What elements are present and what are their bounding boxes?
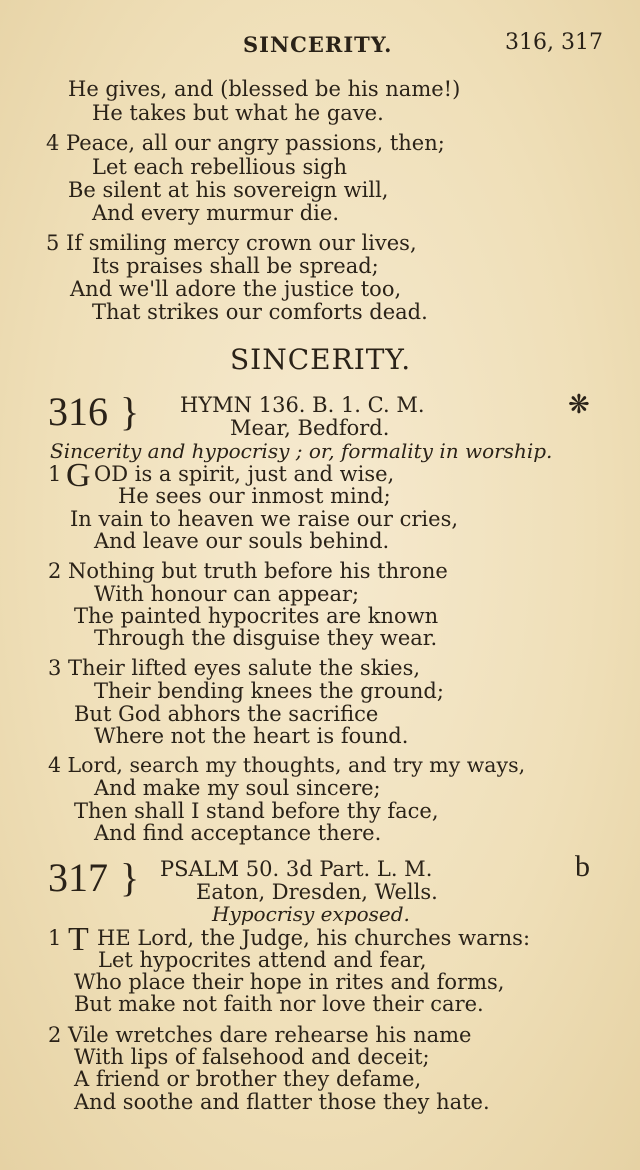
verse-line: And make my soul sincere;	[94, 776, 381, 800]
verse-number: 1	[48, 462, 62, 486]
hymn-heading: PSALM 50. 3d Part. L. M.	[160, 857, 433, 881]
section-heading: SINCERITY.	[230, 343, 412, 376]
verse-line: Let each rebellious sigh	[92, 155, 347, 179]
verse-line: And we'll adore the justice too,	[70, 277, 402, 301]
hymn-subject: Sincerity and hypocrisy ; or, formality in worship.	[50, 439, 553, 463]
verse-line: Let hypocrites attend and fear,	[98, 948, 427, 972]
running-title: SINCERITY.	[243, 32, 393, 57]
running-header	[0, 28, 640, 58]
ornament-icon: ❋	[568, 390, 590, 420]
verse-line: 5 If smiling mercy crown our lives,	[46, 231, 417, 255]
verse-line: Their bending knees the ground;	[94, 679, 444, 703]
tune-names: Eaton, Dresden, Wells.	[196, 880, 438, 904]
drop-cap: G	[66, 457, 91, 494]
verse-line: Who place their hope in rites and forms,	[74, 970, 505, 994]
verse-line: Then shall I stand before thy face,	[74, 799, 439, 823]
verse-line: And every murmur die.	[92, 201, 339, 225]
verse-line: A friend or brother they defame,	[74, 1067, 422, 1091]
verse-line: Its praises shall be spread;	[92, 254, 379, 278]
hymn-heading: HYMN 136. B. 1. C. M.	[180, 393, 425, 417]
verse-line: 4 Peace, all our angry passions, then;	[46, 131, 445, 155]
verse-line: HE Lord, the Judge, his churches warns:	[97, 926, 531, 950]
hymn-number: 316	[48, 389, 108, 434]
verse-line: But make not faith nor love their care.	[74, 992, 484, 1016]
verse-line: OD is a spirit, just and wise,	[94, 462, 395, 486]
verse-line: And leave our souls behind.	[94, 529, 390, 553]
verse-line: The painted hypocrites are known	[74, 604, 439, 628]
verse-number: 1	[48, 926, 62, 950]
verse-line: He sees our inmost mind;	[118, 484, 391, 508]
hymn-number: 317	[48, 855, 108, 900]
verse-line: Be silent at his sovereign will,	[68, 178, 389, 202]
verse-line: 3 Their lifted eyes salute the skies,	[48, 656, 421, 680]
hymn-subject: Hypocrisy exposed.	[212, 902, 410, 926]
verse-line: He gives, and (blessed be his name!)	[68, 77, 461, 101]
brace-mark: }	[120, 855, 140, 900]
drop-cap: T	[68, 921, 89, 958]
page-hymn-numbers: 316, 317	[505, 30, 603, 55]
verse-line: That strikes our comforts dead.	[92, 300, 428, 324]
verse-line: He takes but what he gave.	[92, 101, 384, 125]
verse-line: But God abhors the sacrifice	[74, 702, 379, 726]
verse-line: And soothe and flatter those they hate.	[74, 1090, 490, 1114]
verse-line: 2 Nothing but truth before his throne	[48, 559, 448, 583]
verse-line: In vain to heaven we raise our cries,	[70, 507, 459, 531]
verse-line: Where not the heart is found.	[94, 724, 409, 748]
verse-line: And find acceptance there.	[94, 821, 382, 845]
tune-names: Mear, Bedford.	[230, 416, 390, 440]
verse-line: 4 Lord, search my thoughts, and try my ways,	[48, 753, 526, 777]
verse-line: 2 Vile wretches dare rehearse his name	[48, 1023, 472, 1047]
key-signature-mark: b	[575, 850, 590, 883]
verse-line: Through the disguise they wear.	[94, 626, 438, 650]
brace-mark: }	[120, 389, 140, 434]
verse-line: With honour can appear;	[94, 582, 360, 606]
verse-line: With lips of falsehood and deceit;	[74, 1045, 430, 1069]
